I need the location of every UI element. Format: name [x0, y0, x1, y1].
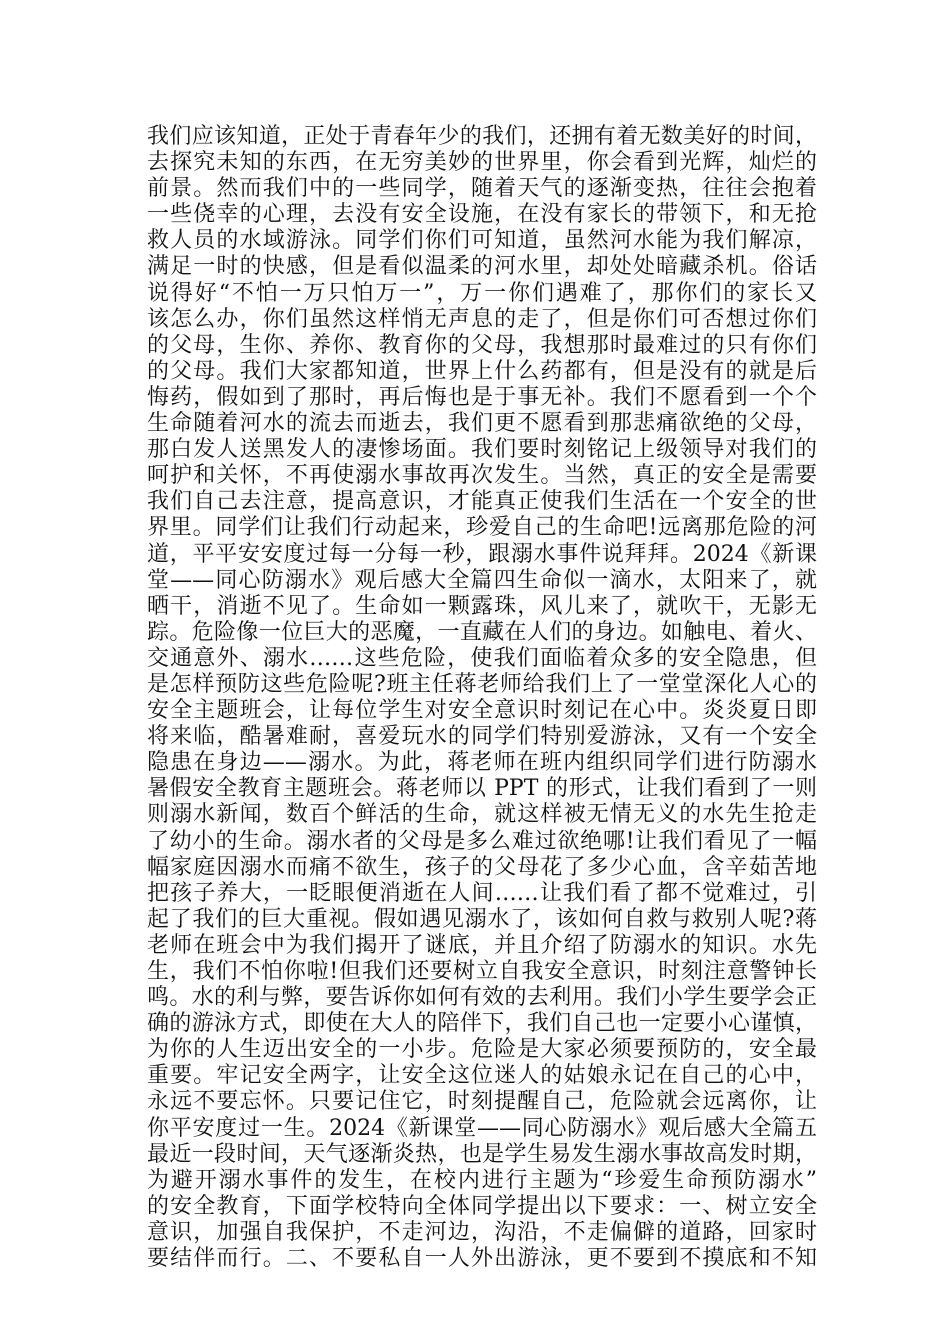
text-line: 把孩子养大，一眨眼便消逝在人间……让我们看了都不觉难过，引 [147, 880, 817, 906]
text-line: 踪。危险像一位巨大的恶魔，一直藏在人们的身边。如触电、着火、 [147, 619, 817, 645]
text-line: 我们自己去注意，提高意识，才能真正使我们生活在一个安全的世 [147, 489, 817, 515]
text-line: 安全主题班会，让每位学生对安全意识时刻记在心中。炎炎夏日即 [147, 698, 817, 724]
text-line: 我们应该知道，正处于青春年少的我们，还拥有着无数美好的时间， [147, 124, 817, 149]
text-line: 说得好“不怕一万只怕万一”，万一你们遇难了，那你们的家长又 [147, 280, 817, 306]
text-line: 隐患在身边——溺水。为此，蒋老师在班内组织同学们进行防溺水 [147, 750, 817, 776]
text-line: 起了我们的巨大重视。假如遇见溺水了，该如何自救与救别人呢?蒋 [147, 906, 817, 932]
text-line: 界里。同学们让我们行动起来，珍爱自己的生命吧!远离那危险的河 [147, 515, 817, 541]
text-line: 意识，加强自我保护，不走河边，沟沿，不走偏僻的道路，回家时 [147, 1219, 817, 1245]
text-line: 了幼小的生命。溺水者的父母是多么难过欲绝哪!让我们看见了一幅 [147, 828, 817, 854]
text-line: 生命随着河水的流去而逝去，我们更不愿看到那悲痛欲绝的父母， [147, 411, 817, 437]
text-line: 一些侥幸的心理，去没有安全设施，在没有家长的带领下，和无抢 [147, 202, 817, 228]
text-line: 悔药，假如到了那时，再后悔也是于事无补。我们不愿看到一个个 [147, 384, 817, 410]
text-line: 去探究未知的东西，在无穷美妙的世界里，你会看到光辉，灿烂的 [147, 150, 817, 176]
text-line: 的父母，生你、养你、教育你的父母，我想那时最难过的只有你们 [147, 332, 817, 358]
text-line: 满足一时的快感，但是看似温柔的河水里，却处处暗藏杀机。俗话 [147, 254, 817, 280]
text-line: 鸣。水的利与弊，要告诉你如何有效的去利用。我们小学生要学会正 [147, 985, 817, 1011]
text-line: 永远不要忘怀。只要记住它，时刻提醒自己，危险就会远离你，让 [147, 1089, 817, 1115]
text-line: 交通意外、溺水……这些危险，使我们面临着众多的安全隐患，但 [147, 645, 817, 671]
text-line: 那白发人送黑发人的凄惨场面。我们要时刻铭记上级领导对我们的 [147, 437, 817, 463]
text-line: 前景。然而我们中的一些同学，随着天气的逐渐变热，往往会抱着 [147, 176, 817, 202]
text-line: 生，我们不怕你啦!但我们还要树立自我安全意识，时刻注意警钟长 [147, 959, 817, 984]
text-line: 晒干，消逝不见了。生命如一颗露珠，风儿来了，就吹干，无影无 [147, 593, 817, 619]
text-line: 暑假安全教育主题班会。蒋老师以 PPT 的形式，让我们看到了一则 [147, 776, 817, 802]
text-line: 为避开溺水事件的发生，在校内进行主题为“珍爱生命预防溺水” [147, 1167, 817, 1193]
text-line: 确的游泳方式，即使在大人的陪伴下，我们自己也一定要小心谨慎， [147, 1011, 817, 1037]
text-line: 则溺水新闻，数百个鲜活的生命，就这样被无情无义的水先生抢走 [147, 802, 817, 828]
text-line: 最近一段时间，天气逐渐炎热，也是学生易发生溺水事故高发时期， [147, 1141, 817, 1167]
text-line: 要结伴而行。二、不要私自一人外出游泳，更不要到不摸底和不知 [147, 1246, 817, 1272]
text-line: 老师在班会中为我们揭开了谜底，并且介绍了防溺水的知识。水先 [147, 932, 817, 958]
body-text [147, 124, 817, 1272]
text-line: 将来临，酷暑难耐，喜爱玩水的同学们特别爱游泳，又有一个安全 [147, 724, 817, 750]
text-line: 幅家庭因溺水而痛不欲生，孩子的父母花了多少心血，含辛茹苦地 [147, 854, 817, 880]
text-line: 堂——同心防溺水》观后感大全篇四生命似一滴水，太阳来了，就 [147, 567, 817, 593]
text-line: 你平安度过一生。2024《新课堂——同心防溺水》观后感大全篇五 [147, 1115, 817, 1141]
text-line: 的安全教育，下面学校特向全体同学提出以下要求：一、树立安全 [147, 1193, 817, 1219]
text-line: 是怎样预防这些危险呢?班主任蒋老师给我们上了一堂堂深化人心的 [147, 671, 817, 697]
text-line: 该怎么办，你们虽然这样悄无声息的走了，但是你们可否想过你们 [147, 306, 817, 332]
text-line: 的父母。我们大家都知道，世界上什么药都有，但是没有的就是后 [147, 358, 817, 384]
text-line: 道，平平安安度过每一分每一秒，跟溺水事件说拜拜。2024《新课 [147, 541, 817, 567]
text-line: 救人员的水域游泳。同学们你们可知道，虽然河水能为我们解凉， [147, 228, 817, 254]
text-line: 为你的人生迈出安全的一小步。危险是大家必须要预防的，安全最 [147, 1037, 817, 1063]
text-line: 呵护和关怀，不再使溺水事故再次发生。当然，真正的安全是需要 [147, 463, 817, 489]
text-line: 重要。牢记安全两字，让安全这位迷人的姑娘永记在自己的心中， [147, 1063, 817, 1089]
